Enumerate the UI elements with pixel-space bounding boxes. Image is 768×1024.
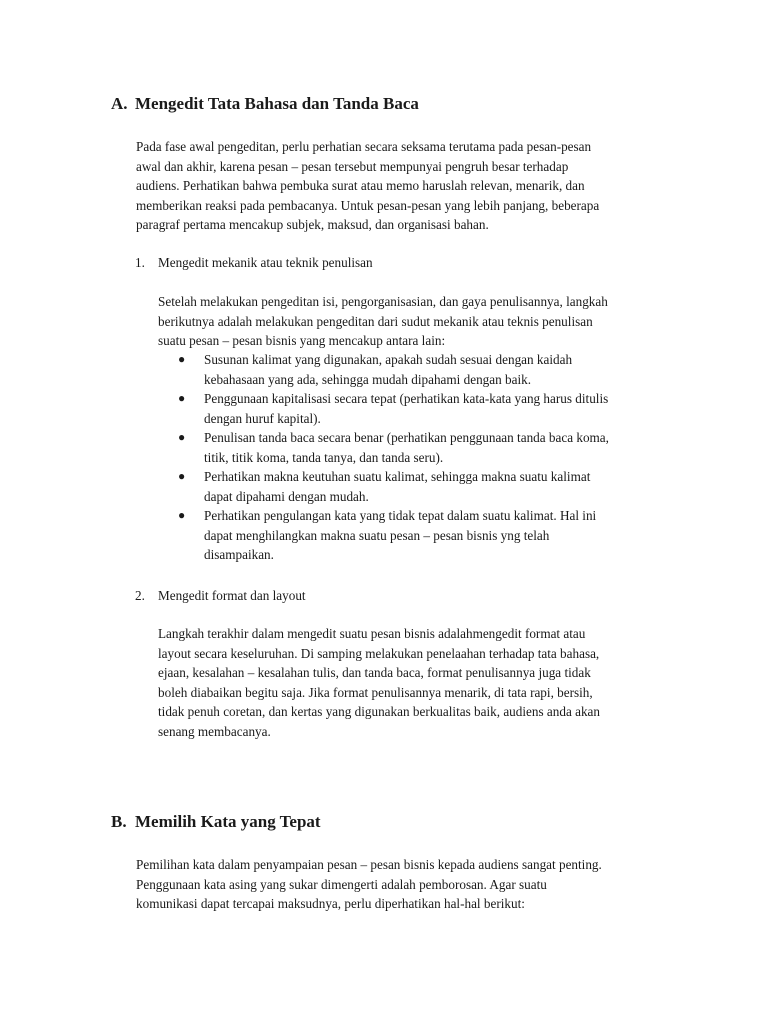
bullet-item [178, 389, 609, 428]
paragraph-line: Pemilihan kata dalam penyampaian pesan – pesan bisnis kepada audiens sangat penting. [136, 857, 602, 872]
paragraph-line: Penggunaan kata asing yang sukar dimengerti adalah pemborosan. Agar suatu [136, 876, 547, 892]
item-1-bullet-list [178, 350, 609, 565]
bullet-item [178, 506, 609, 565]
bullet-line: Perhatikan pengulangan kata yang tidak tepat dalam suatu kalimat. Hal ini [204, 508, 597, 523]
bullet-line: dapat menghilangkan makna suatu pesan – pesan bisnis yng telah [204, 527, 550, 543]
paragraph-line: paragraf pertama mencakup subjek, maksud, dan organisasi bahan. [136, 217, 489, 232]
bullet-line: Perhatikan makna keutuhan suatu kalimat, sehingga makna suatu kalimat [204, 469, 591, 484]
bullet-line: kebahasaan yang ada, sehingga mudah dipahami dengan baik. [204, 371, 532, 387]
section-b-heading [111, 811, 321, 833]
item-2-body [158, 624, 600, 741]
bullet-line: disampaikan. [204, 547, 274, 562]
bullet-line: dapat dipahami dengan mudah. [204, 488, 369, 504]
bullet-line: Penggunaan kapitalisasi secara tepat (perhatikan kata-kata yang harus ditulis [204, 391, 609, 406]
bullet-icon: ● [178, 391, 186, 405]
item-number: 2. [135, 588, 145, 603]
bullet-icon: ● [178, 430, 186, 444]
numbered-item-2 [135, 586, 535, 606]
paragraph-line: suatu pesan – pesan bisnis yang mencakup antara lain: [158, 333, 446, 348]
paragraph-line: senang membacanya. [158, 723, 271, 739]
item-title: Mengedit format dan layout [158, 588, 306, 603]
section-a-heading [111, 93, 419, 115]
bullet-icon: ● [178, 469, 186, 483]
section-a-intro [136, 137, 599, 235]
numbered-item-1 [135, 253, 535, 273]
paragraph-line: Pada fase awal pengeditan, perlu perhatian secara seksama terutama pada pesan-pesan [136, 139, 592, 154]
section-b-title: Memilih Kata yang Tepat [135, 812, 321, 831]
paragraph-line: audiens. Perhatikan bahwa pembuka surat atau memo haruslah relevan, menarik, dan [136, 178, 585, 193]
section-a-title: Mengedit Tata Bahasa dan Tanda Baca [135, 94, 419, 113]
paragraph-line: Setelah melakukan pengeditan isi, pengorganisasian, dan gaya penulisannya, langkah [158, 294, 608, 309]
paragraph-line: berikutnya adalah melakukan pengeditan dari sudut mekanik atau teknis penulisan [158, 313, 593, 329]
bullet-line: titik, titik koma, tanda tanya, dan tanda seru). [204, 449, 444, 465]
paragraph-line: Langkah terakhir dalam mengedit suatu pesan bisnis adalahmengedit format atau [158, 626, 586, 641]
item-1-body [158, 292, 608, 351]
section-b-intro [136, 855, 602, 914]
paragraph-line: tidak penuh coretan, dan kertas yang digunakan berkualitas baik, audiens anda akan [158, 704, 600, 719]
bullet-line: Susunan kalimat yang digunakan, apakah sudah sesuai dengan kaidah [204, 352, 573, 367]
bullet-icon: ● [178, 352, 186, 366]
item-number: 1. [135, 255, 145, 270]
section-b-letter: B. [111, 812, 127, 831]
bullet-line: dengan huruf kapital). [204, 410, 321, 426]
paragraph-line: boleh diabaikan begitu saja. Jika format penulisannya menarik, di tata rapi, bersih, [158, 684, 593, 700]
bullet-item [178, 467, 609, 506]
paragraph-line: memberikan reaksi pada pembacanya. Untuk pesan-pesan yang lebih panjang, beberapa [136, 197, 600, 213]
paragraph-line: komunikasi dapat tercapai maksudnya, perlu diperhatikan hal-hal berikut: [136, 896, 525, 911]
paragraph-line: layout secara keseluruhan. Di samping melakukan penelaahan terhadap tata bahasa, [158, 645, 600, 661]
paragraph-line: ejaan, kesalahan – kesalahan tulis, dan tanda baca, format penulisannya juga tidak [158, 665, 591, 680]
section-a-letter: A. [111, 94, 128, 113]
bullet-line: Penulisan tanda baca secara benar (perhatikan penggunaan tanda baca koma, [204, 430, 609, 445]
paragraph-line: awal dan akhir, karena pesan – pesan tersebut mempunyai pengruh besar terhadap [136, 158, 569, 174]
item-title: Mengedit mekanik atau teknik penulisan [158, 255, 373, 270]
bullet-item [178, 350, 609, 389]
bullet-icon: ● [178, 508, 186, 522]
bullet-item [178, 428, 609, 467]
